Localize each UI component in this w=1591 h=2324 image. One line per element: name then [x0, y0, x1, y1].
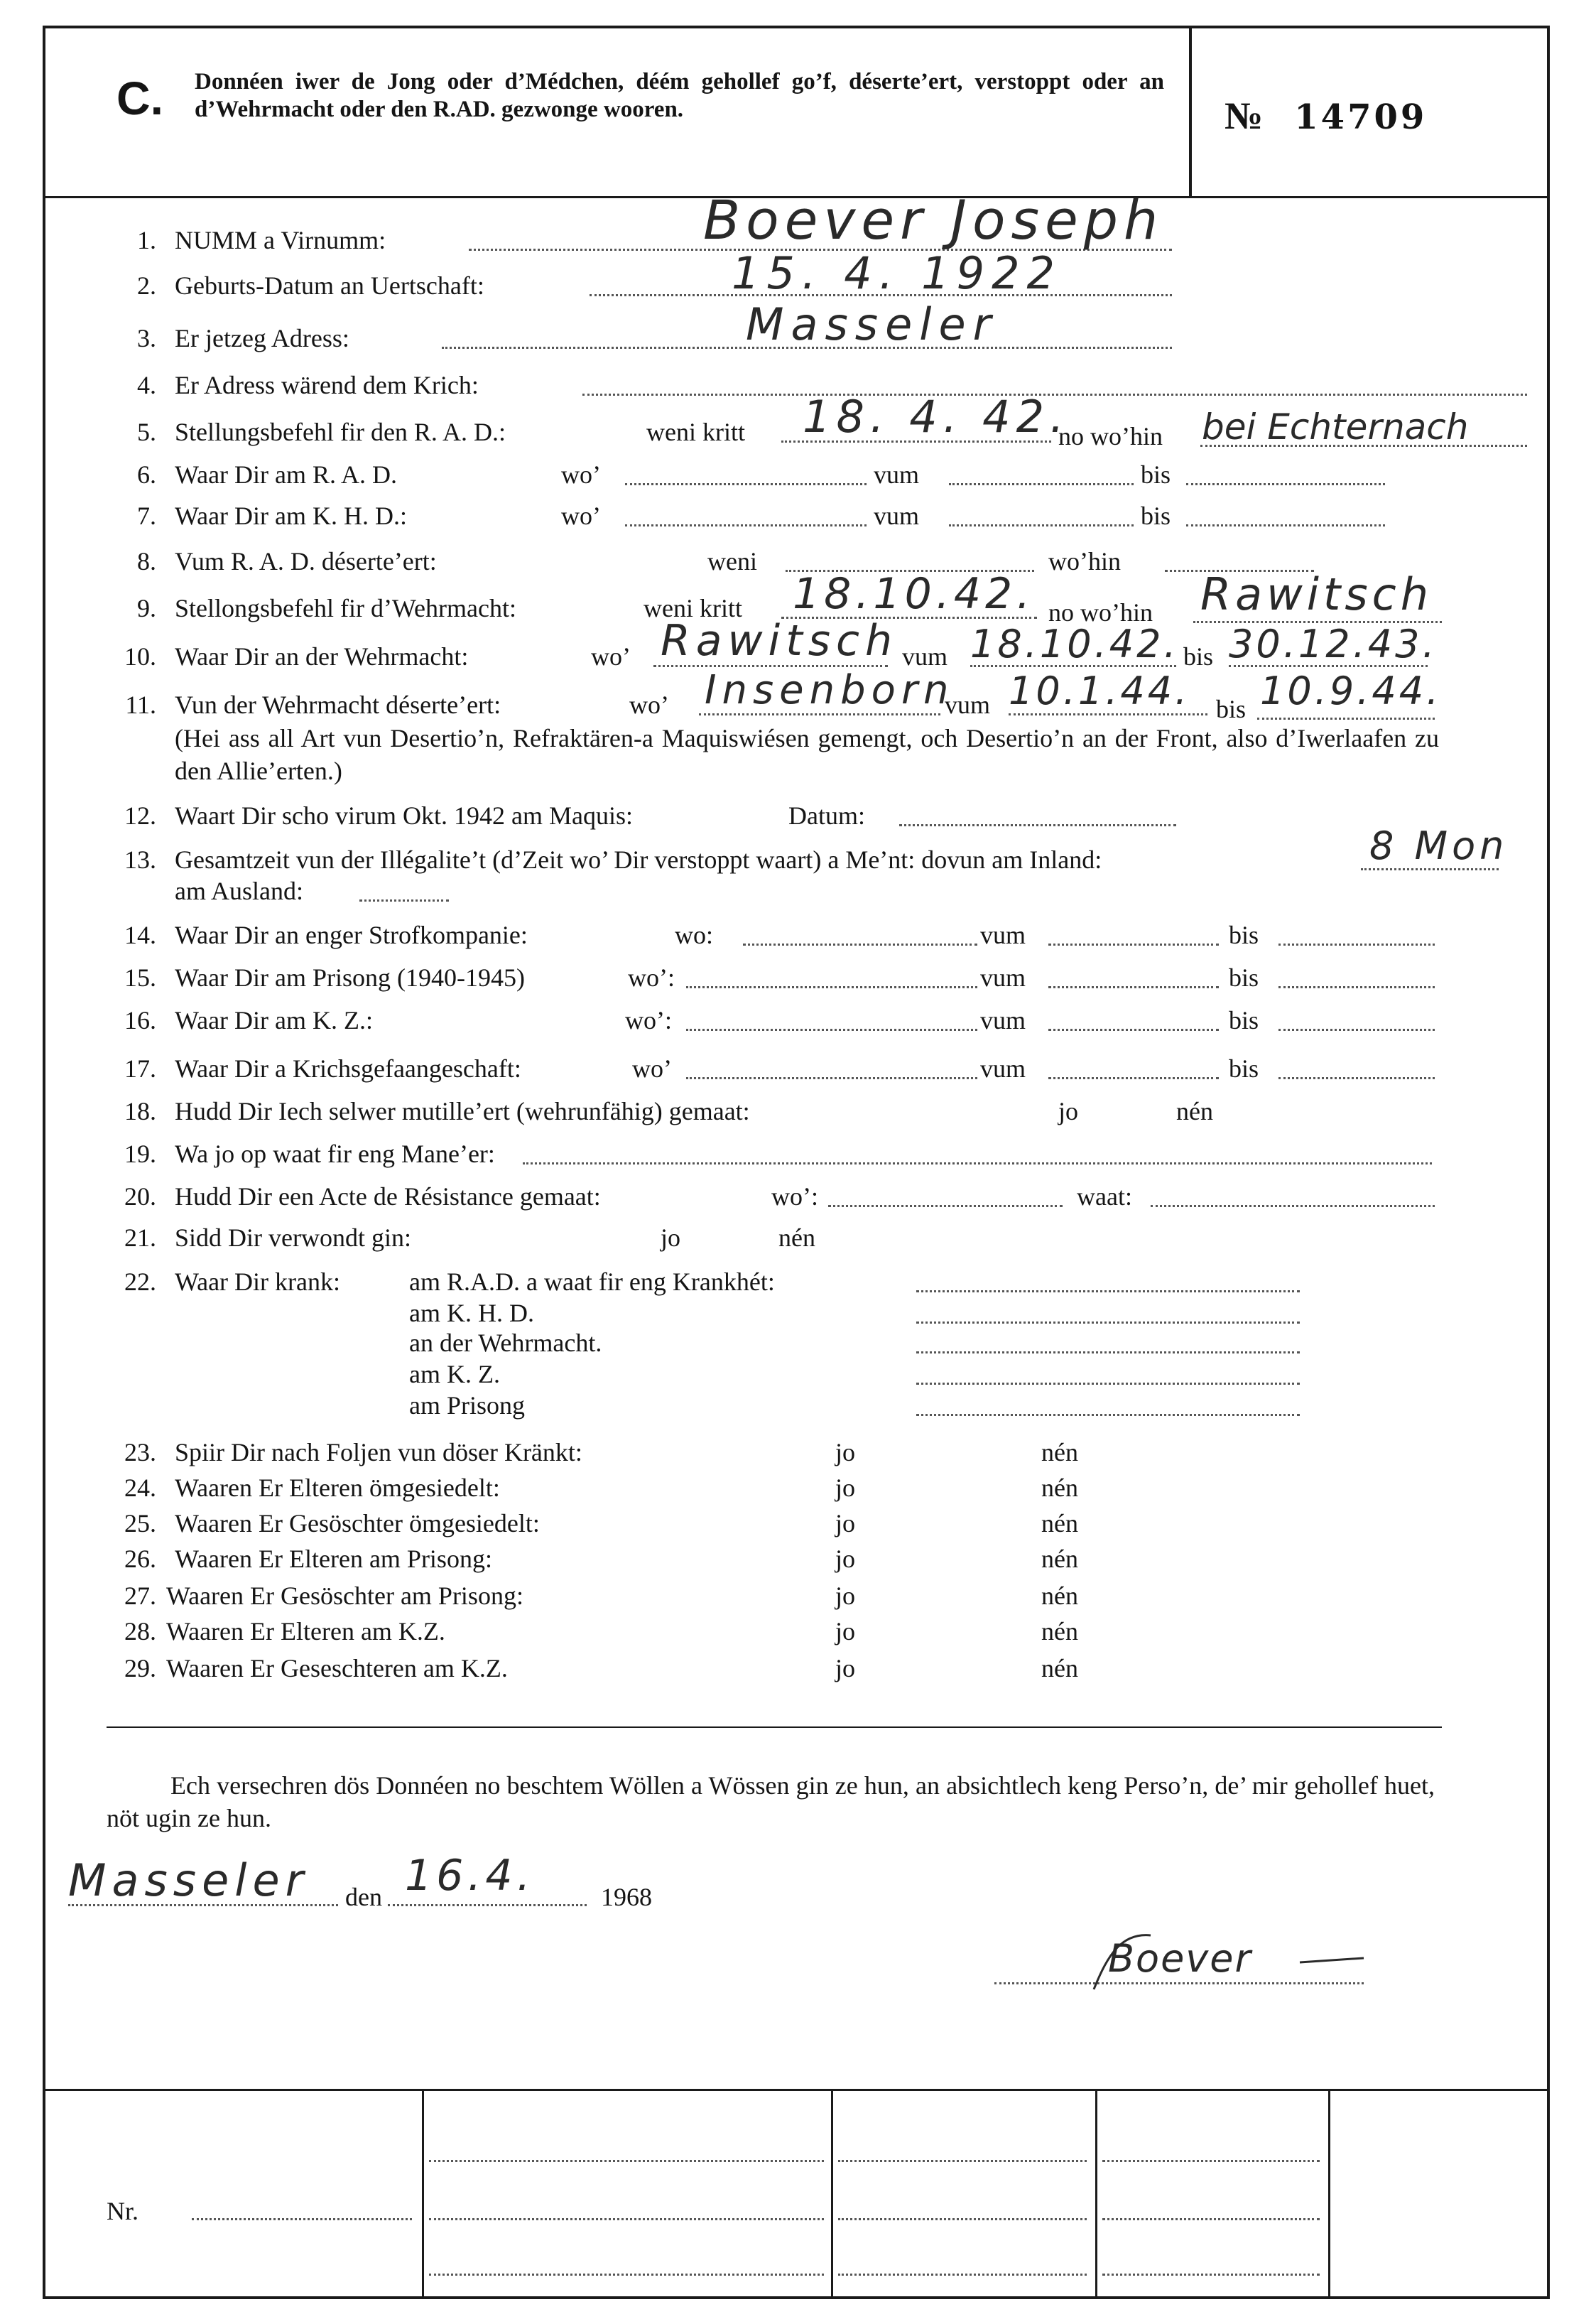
signature[interactable]: Boever: [1108, 1936, 1252, 1981]
q11-bis-line: [1257, 718, 1435, 720]
q23-number: 23.: [124, 1438, 156, 1466]
q11-vum[interactable]: 10.1.44.: [1009, 669, 1190, 713]
q27-number: 27.: [124, 1582, 156, 1610]
q21-jo[interactable]: jo: [661, 1223, 681, 1252]
q22-sub-kz: am K. Z.: [409, 1360, 500, 1388]
q28-number: 28.: [124, 1617, 156, 1645]
q6-number: 6.: [137, 460, 156, 489]
q29-label: Waaren Er Geseschteren am K.Z.: [166, 1654, 508, 1682]
q26-nen[interactable]: nén: [1041, 1545, 1078, 1573]
footer-col-1: [422, 2089, 424, 2296]
q14-vum-line: [1048, 944, 1219, 946]
q11-vum-label: vum: [945, 691, 991, 719]
q4-label: Er Adress wärend dem Krich:: [175, 371, 479, 399]
q3-label: Er jetzeg Adress:: [175, 324, 349, 352]
q2-number: 2.: [137, 271, 156, 300]
q26-label: Waaren Er Elteren am Prisong:: [175, 1545, 492, 1573]
q17-wo-label: wo’: [632, 1054, 672, 1083]
signature-flourish: [1065, 1925, 1378, 1996]
q2-answer[interactable]: 15. 4. 1922: [732, 247, 1062, 299]
q26-number: 26.: [124, 1545, 156, 1573]
footer-col-2: [831, 2089, 833, 2296]
q28-jo[interactable]: jo: [835, 1617, 856, 1645]
q17-vum-label: vum: [980, 1054, 1026, 1083]
q3-number: 3.: [137, 324, 156, 352]
q23-nen[interactable]: nén: [1041, 1438, 1078, 1466]
date-line: [388, 1904, 587, 1906]
place-line: [68, 1904, 338, 1906]
q19-number: 19.: [124, 1140, 156, 1168]
footer-col-3: [1095, 2089, 1097, 2296]
year: 1968: [601, 1883, 652, 1911]
q15-vum-line: [1048, 986, 1219, 988]
footer-col-4: [1328, 2089, 1330, 2296]
q17-number: 17.: [124, 1054, 156, 1083]
footer-line-a2: [429, 2218, 824, 2220]
q25-number: 25.: [124, 1509, 156, 1537]
q23-jo[interactable]: jo: [835, 1438, 856, 1466]
q22-line-rad: [916, 1290, 1300, 1292]
q16-wo-label: wo’:: [625, 1006, 672, 1034]
q14-number: 14.: [124, 921, 156, 949]
footer-line-a3: [429, 2274, 824, 2276]
q9-number: 9.: [137, 594, 156, 622]
q7-vum-label: vum: [874, 502, 920, 530]
q18-jo[interactable]: jo: [1058, 1097, 1079, 1125]
q17-bis-label: bis: [1229, 1054, 1259, 1083]
q11-label: Vun der Wehrmacht déserte’ert:: [175, 691, 501, 719]
q9-label: Stellongsbefehl fir d’Wehrmacht:: [175, 594, 516, 622]
form-number: [1225, 94, 1427, 138]
q6-wo-label: wo’: [561, 460, 601, 489]
q25-jo[interactable]: jo: [835, 1509, 856, 1537]
q13-label: Gesamtzeit vun der Illégalite’t (d’Zeit wo’ Dir verstoppt waart) a Me’nt: dovun am Inland:: [175, 845, 1102, 874]
q11-note: (Hei ass all Art vun Desertio’n, Refraktären-a Maquiswiésen gemengt, och Desertio’n an der Front, also d’Iwerlaafen zu den Allie’erten.): [175, 724, 1439, 785]
q11-wo-line: [699, 713, 940, 715]
q20-label: Hudd Dir een Acte de Résistance gemaat:: [175, 1182, 601, 1211]
section-description: Donnéen iwer de Jong oder d’Médchen, déém gehollef go’f, déserte’ert, verstoppt oder an d’Wehrmacht oder den R.AD. gezwonge wooren.: [195, 69, 1164, 122]
q7-vum-line: [949, 524, 1134, 526]
q16-bis-label: bis: [1229, 1006, 1259, 1034]
q15-number: 15.: [124, 963, 156, 992]
footer-line-c2: [1102, 2218, 1320, 2220]
q21-number: 21.: [124, 1223, 156, 1252]
q9-where[interactable]: Rawitsch: [1200, 568, 1433, 620]
q7-label: Waar Dir am K. H. D.:: [175, 502, 408, 530]
q16-bis-line: [1278, 1029, 1435, 1031]
q11-bis[interactable]: 10.9.44.: [1260, 669, 1442, 713]
q22-label: Waar Dir krank:: [175, 1268, 340, 1296]
q21-label: Sidd Dir verwondt gin:: [175, 1223, 411, 1252]
q22-line-wehrmacht: [916, 1351, 1300, 1353]
q15-bis-line: [1278, 986, 1435, 988]
q10-wo-label: wo’: [591, 642, 631, 671]
q24-label: Waaren Er Elteren ömgesiedelt:: [175, 1474, 500, 1502]
q9-when[interactable]: 18.10.42.: [793, 569, 1035, 619]
q29-number: 29.: [124, 1654, 156, 1682]
q22-sub-rad: am R.A.D. a waat fir eng Krankhét:: [409, 1268, 775, 1296]
q19-line: [523, 1162, 1432, 1164]
q20-wo-line: [828, 1205, 1063, 1207]
q27-label: Waaren Er Gesöschter am Prisong:: [166, 1582, 523, 1610]
header-divider: [1189, 28, 1192, 196]
footer-line-b1: [838, 2160, 1087, 2162]
q7-wo-label: wo’: [561, 502, 601, 530]
q10-number: 10.: [124, 642, 156, 671]
q10-vum-label: vum: [902, 642, 948, 671]
q15-wo-label: wo’:: [628, 963, 675, 992]
q1-number: 1.: [137, 226, 156, 254]
declaration-separator: [107, 1726, 1442, 1728]
q16-vum-line: [1048, 1029, 1219, 1031]
q22-sub-prisong: am Prisong: [409, 1391, 526, 1420]
q6-bis-label: bis: [1141, 460, 1171, 489]
q20-waat-line: [1151, 1205, 1435, 1207]
q12-datum-line: [899, 824, 1176, 826]
q7-bis-label: bis: [1141, 502, 1171, 530]
q1-label: NUMM a Virnumm:: [175, 226, 386, 254]
q12-label: Waart Dir scho virum Okt. 1942 am Maquis:: [175, 801, 633, 830]
q16-wo-line: [686, 1029, 977, 1031]
q20-number: 20.: [124, 1182, 156, 1211]
q24-nen[interactable]: nén: [1041, 1474, 1078, 1502]
den-label: den: [345, 1883, 382, 1911]
q4-number: 4.: [137, 371, 156, 399]
q7-number: 7.: [137, 502, 156, 530]
q8-number: 8.: [137, 547, 156, 575]
q15-label: Waar Dir am Prisong (1940-1945): [175, 963, 525, 992]
q11-wo-label: wo’: [629, 691, 669, 719]
q17-bis-line: [1278, 1077, 1435, 1079]
q14-label: Waar Dir an enger Strofkompanie:: [175, 921, 528, 949]
q18-number: 18.: [124, 1097, 156, 1125]
q22-number: 22.: [124, 1268, 156, 1296]
footer-line-a1: [429, 2160, 824, 2162]
q8-wohin-label: wo’hin: [1048, 547, 1121, 575]
q13-inland-line: [1361, 868, 1499, 870]
q8-weni-label: weni: [707, 547, 757, 575]
q22-line-khd: [916, 1322, 1300, 1324]
q13-ausland-label: am Ausland:: [175, 877, 303, 905]
q27-nen[interactable]: nén: [1041, 1582, 1078, 1610]
q9-where-label: no wo’hin: [1048, 598, 1153, 627]
q25-label: Waaren Er Gesöschter ömgesiedelt:: [175, 1509, 540, 1537]
footer-top-rule: [45, 2089, 1547, 2091]
q17-wo-line: [686, 1077, 977, 1079]
q20-wo-label: wo’:: [771, 1182, 818, 1211]
q22-sub-wehrmacht: an der Wehrmacht.: [409, 1329, 602, 1357]
q6-wo-line: [625, 483, 867, 485]
q24-jo[interactable]: jo: [835, 1474, 856, 1502]
q6-bis-line: [1186, 483, 1385, 485]
q7-wo-line: [625, 524, 867, 526]
q26-jo[interactable]: jo: [835, 1545, 856, 1573]
q1-answer[interactable]: Boever Joseph: [703, 188, 1164, 252]
q20-waat-label: waat:: [1077, 1182, 1132, 1211]
q10-bis[interactable]: 30.12.43.: [1229, 622, 1438, 666]
q27-jo[interactable]: jo: [835, 1582, 856, 1610]
footer-line-c3: [1102, 2274, 1320, 2276]
q11-wo[interactable]: Insenborn: [705, 667, 955, 713]
q29-jo[interactable]: jo: [835, 1654, 856, 1682]
q2-label: Geburts-Datum an Uertschaft:: [175, 271, 484, 300]
q15-wo-line: [686, 986, 977, 988]
q16-label: Waar Dir am K. Z.:: [175, 1006, 373, 1034]
q6-vum-line: [949, 483, 1134, 485]
q14-bis-line: [1278, 944, 1435, 946]
footer-line-b2: [838, 2218, 1087, 2220]
q5-number: 5.: [137, 418, 156, 446]
q22-line-kz: [916, 1383, 1300, 1385]
q19-label: Wa jo op waat fir eng Mane’er:: [175, 1140, 495, 1168]
number-value: 14709: [1294, 97, 1428, 137]
q17-vum-line: [1048, 1077, 1219, 1079]
q6-label: Waar Dir am R. A. D.: [175, 460, 398, 489]
q13-inland[interactable]: 8 Mon: [1369, 823, 1509, 868]
footer-line-c1: [1102, 2160, 1320, 2162]
q22-sub-khd: am K. H. D.: [409, 1299, 534, 1327]
q12-number: 12.: [124, 801, 156, 830]
q18-nen[interactable]: nén: [1176, 1097, 1213, 1125]
q5-where-label: no wo’hin: [1058, 422, 1163, 450]
q28-label: Waaren Er Elteren am K.Z.: [166, 1617, 445, 1645]
q14-vum-label: vum: [980, 921, 1026, 949]
q9-when-label: weni kritt: [644, 594, 742, 622]
q17-label: Waar Dir a Krichsgefaangeschaft:: [175, 1054, 521, 1083]
q14-wo-label: wo:: [675, 921, 713, 949]
q3-answer[interactable]: Masseler: [746, 298, 999, 350]
q13-ausland-line: [359, 899, 449, 902]
q11-vum-line: [1009, 713, 1207, 715]
q5-when[interactable]: 18. 4. 42.: [803, 391, 1070, 443]
footer-nr-line: [192, 2218, 412, 2220]
q10-wo[interactable]: Rawitsch: [661, 616, 898, 666]
footer-nr-label: Nr.: [107, 2197, 139, 2225]
q10-bis-label: bis: [1183, 642, 1214, 671]
q7-bis-line: [1186, 524, 1385, 526]
declaration-text: Ech versechren dös Donnéen no beschtem Wöllen a Wössen gin ze hun, an absichtlech keng Perso’n, de’ mir gehollef huet, nöt ugin ze hun.: [107, 1771, 1435, 1832]
q16-vum-label: vum: [980, 1006, 1026, 1034]
q6-vum-label: vum: [874, 460, 920, 489]
q14-bis-label: bis: [1229, 921, 1259, 949]
section-letter: C.: [116, 72, 163, 124]
q25-nen[interactable]: nén: [1041, 1509, 1078, 1537]
q18-label: Hudd Dir Iech selwer mutille’ert (wehrunfähig) gemaat:: [175, 1097, 750, 1125]
q12-datum-label: Datum:: [788, 801, 865, 830]
q29-nen[interactable]: nén: [1041, 1654, 1078, 1682]
q13-number: 13.: [124, 845, 156, 874]
q8-label: Vum R. A. D. déserte’ert:: [175, 547, 437, 575]
number-sign: №: [1225, 94, 1264, 137]
q28-nen[interactable]: nén: [1041, 1617, 1078, 1645]
q11-number: 11.: [125, 691, 156, 719]
q5-label: Stellungsbefehl fir den R. A. D.:: [175, 418, 506, 446]
place-handwritten[interactable]: Masseler: [68, 1854, 310, 1906]
date-handwritten[interactable]: 16.4.: [405, 1851, 535, 1901]
q24-number: 24.: [124, 1474, 156, 1502]
q14-wo-line: [743, 944, 977, 946]
q5-where[interactable]: bei Echternach: [1202, 406, 1469, 448]
q11-bis-label: bis: [1216, 695, 1247, 723]
q16-number: 16.: [124, 1006, 156, 1034]
q15-vum-label: vum: [980, 963, 1026, 992]
q5-when-label: weni kritt: [646, 418, 745, 446]
q23-label: Spiir Dir nach Foljen vun döser Kränkt:: [175, 1438, 582, 1466]
q22-line-prisong: [916, 1414, 1300, 1416]
q21-nen[interactable]: nén: [778, 1223, 815, 1252]
q10-label: Waar Dir an der Wehrmacht:: [175, 642, 469, 671]
q10-vum[interactable]: 18.10.42.: [970, 622, 1179, 666]
q15-bis-label: bis: [1229, 963, 1259, 992]
footer-line-b3: [838, 2274, 1087, 2276]
